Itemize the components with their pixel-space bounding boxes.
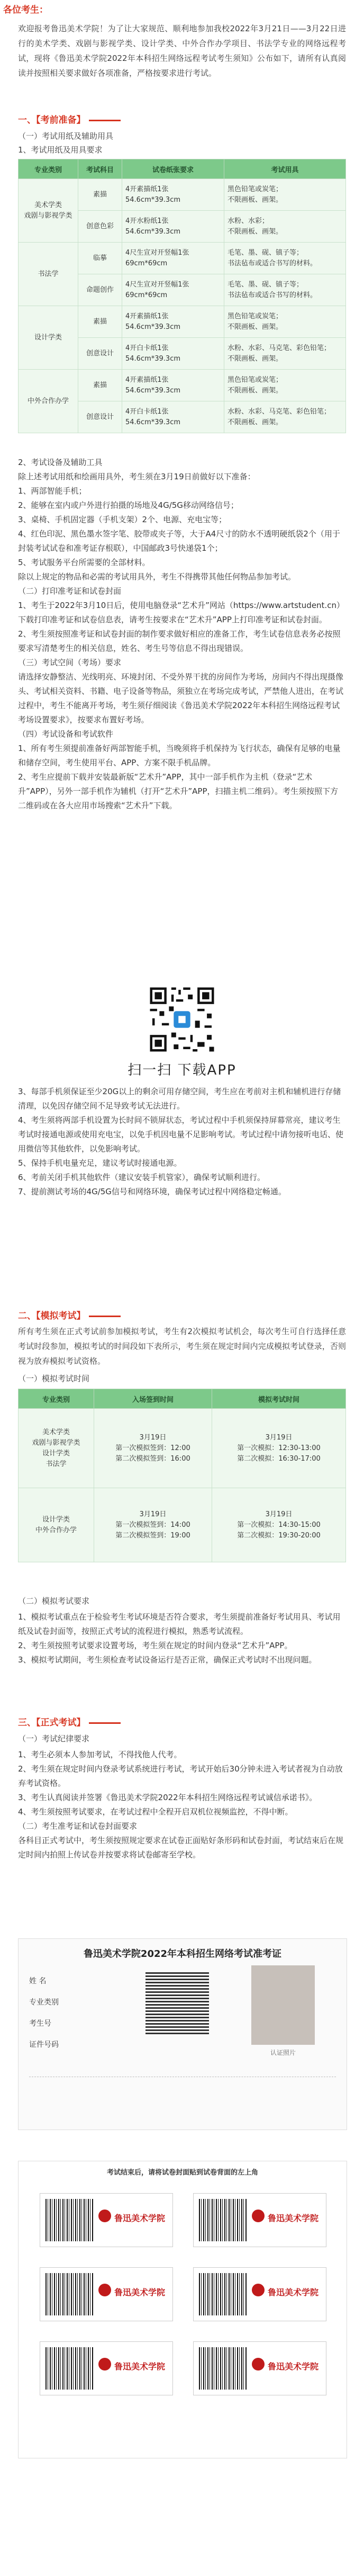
intro-paragraph: 欢迎报考鲁迅美术学院！为了让大家规范、顺利地参加我校2022年3月21日——3月22日进行的美术学类、戏剧与影视学类、设计学类、中外合作办学项目、书法学专业的网络远程考试，现将《鲁迅美术学院2022年本科招生网络远程考试考生须知》公布如下，请所有认真阅读并按照相关要求做好各项准备，严格按要求进行考试。 — [18, 24, 346, 78]
table-cell: 4开素描纸1张 54.6cm*39.3cm — [122, 306, 224, 338]
section-heading-prep: 一、【考前准备】 — [18, 112, 121, 126]
barcode-icon — [46, 2273, 93, 2315]
table-cell: 创意设计 — [78, 401, 122, 433]
materials-table — [18, 159, 346, 433]
table-cell: 创意色彩 — [78, 211, 122, 243]
table-cell: 水粉、水彩、马克笔、彩色铅笔； 不限画板、画架。 — [224, 401, 346, 433]
paragraph: 2、考生应提前下载并安装最新版“艺术升”APP，其中一部手机作为主机（登录“艺术升”APP），另外一部手机作为辅机（打开“艺术升”APP，扫描主机二维码）。考生须按照下方二维码或在各大应用市场搜索“艺术升”下载。 — [18, 772, 339, 810]
table-cell: 毛笔、墨、砚、镇子等； 书法毡布或适合书写的材料。 — [224, 243, 346, 274]
table-cell: 设计学类 — [19, 306, 78, 370]
table-row — [19, 243, 346, 274]
paragraph: （三）考试空间（考场）要求 — [18, 658, 122, 667]
table-header-row — [19, 1389, 346, 1409]
table-cell: 3月19日 第一次模拟签到：14:00 第二次模拟签到：19:00 — [94, 1488, 212, 1562]
table-cell: 中外合作办学 — [19, 370, 78, 433]
stub-header: 考试结束后，请将试卷封面贴到试卷背面的左上角 — [106, 2169, 258, 2177]
stub-school-name: 鲁迅美术学院 — [114, 2287, 166, 2297]
paragraph: 3、模拟考试期间，考生须检查考试设备运行是否正常，确保正式考试时不出现问题。 — [18, 1655, 317, 1665]
barcode-icon — [46, 2199, 93, 2241]
table-cell: 临摹 — [78, 243, 122, 274]
paragraph: 2、考生须按照准考证和试卷封面的制作要求做好相应的准备工作，考生试卷信息表务必按照要求写清楚考生的相关信息，姓名、考生号等信息不得出现错误。 — [18, 629, 341, 653]
barcode-icon — [199, 2273, 247, 2315]
paragraph: 7、提前测试考场的4G/5G信号和网络环境，确保考试过程中网络稳定畅通。 — [18, 1187, 286, 1196]
table-cell: 4开白卡纸1张 54.6cm*39.3cm — [122, 401, 224, 433]
paragraph: 5、保持手机电量充足，建议考试时接通电源。 — [18, 1158, 182, 1168]
paragraph: 4、考生须将两部手机设置为长时间不锁屏状态，考试过程中手机须保持屏幕常亮，建议考生考试时接通电源或使用充电宝，以免手机因电量不足影响考试。考试过程中请勿接听电话、使用微信等其他软件，以免影响考试。 — [18, 1115, 344, 1153]
paragraph: 各科目正式考试中，考生须按照规定要求在试卷正面贴好条形码和试卷封面，考试结束后在规定时间内拍照上传试卷并按要求将试卷邮寄至学校。 — [18, 1836, 344, 1859]
table-header: 考试科目 — [78, 159, 122, 179]
table-cell: 4开素描纸1张 54.6cm*39.3cm — [122, 370, 224, 401]
section-heading-mock: 二、【模拟考试】 — [18, 1308, 121, 1321]
paragraph: 除上述考试用纸和绘画用具外，考生须在3月19日前做好以下准备： — [18, 472, 256, 481]
paragraph: 2、考生须在规定时间内登录考试系统进行考试，考试开始后30分钟未进入考试者视为自动放弃考试资格。 — [18, 1764, 343, 1788]
paragraph: 1、两部智能手机； — [18, 486, 87, 496]
paper-stub — [40, 2193, 173, 2247]
mock-paragraphs — [18, 1610, 346, 1667]
table-cell: 4开水粉纸1张 54.6cm*39.3cm — [122, 211, 224, 243]
admission-ticket-sample — [18, 1938, 347, 2130]
table-cell: 3月19日 第一次模拟：12:30-13:00 第二次模拟：16:30-17:00 — [212, 1409, 346, 1488]
school-seal-icon — [98, 2284, 111, 2296]
greeting: 各位考生： — [3, 5, 48, 15]
barcode-icon — [199, 2199, 247, 2241]
table-cell: 4开白卡纸1张 54.6cm*39.3cm — [122, 338, 224, 370]
paragraph: 除以上规定的物品和必需的考试用具外，考生不得携带其他任何物品参加考试。 — [18, 572, 296, 582]
paragraph: 4、考生须按照考试要求，在考试过程中全程开启双机位视频监控，不得中断。 — [18, 1807, 293, 1817]
paragraph: （四）考试设备和考试软件 — [18, 729, 114, 739]
school-seal-icon — [98, 2210, 111, 2222]
table-header-row — [19, 159, 346, 179]
stub-school-name: 鲁迅美术学院 — [268, 2213, 319, 2223]
school-seal-icon — [252, 2210, 265, 2222]
mock-sub1: （一）模拟考试时间 — [18, 1374, 90, 1383]
table-row — [19, 306, 346, 338]
paragraph: 2、能够在室内或户外进行拍摄的场地及4G/5G移动网络信号； — [18, 500, 239, 510]
table-cell: 黑色铅笔或炭笔； 不限画板、画架。 — [224, 179, 346, 211]
table-header: 模拟考试时间 — [212, 1389, 346, 1409]
table-cell: 书法学 — [19, 243, 78, 306]
paragraph: 2、考试设备及辅助工具 — [18, 458, 103, 467]
paragraph: 1、考生于2022年3月10日后，使用电脑登录“艺术升”网站（https://www.artstudent.cn）下载打印准考证和试卷信息表，请考生按要求在“艺术升”APP上打印准考证和试卷封面。 — [18, 601, 344, 624]
formal-paragraphs — [18, 1748, 346, 1862]
table-header: 专业类别 — [19, 159, 78, 179]
ticket-field-label: 证件号码 — [29, 2041, 59, 2049]
paper-stub — [193, 2341, 326, 2395]
table-row — [19, 179, 346, 211]
paper-stub — [40, 2267, 173, 2321]
qr-code-icon — [148, 985, 216, 1054]
paper-stub — [40, 2341, 173, 2395]
table-cell: 4尺生宣对开竖幅1张 69cm*69cm — [122, 243, 224, 274]
table-cell: 命题创作 — [78, 274, 122, 306]
exam-paper-stub-sheet — [18, 2161, 347, 2458]
table-cell: 4开素描纸1张 54.6cm*39.3cm — [122, 179, 224, 211]
table-cell: 3月19日 第一次模拟：14:30-15:00 第二次模拟：19:30-20:00 — [212, 1488, 346, 1562]
table-cell: 素描 — [78, 306, 122, 338]
paragraph: 2、考生须按照考试要求设置考场，考生须在规定的时间内登录“艺术升”APP。 — [18, 1641, 293, 1650]
stub-school-name: 鲁迅美术学院 — [114, 2362, 166, 2372]
scan-download-label: 扫一扫 下载APP — [128, 1062, 236, 1078]
ticket-fields — [29, 1971, 135, 2055]
applicant-photo-placeholder — [251, 1965, 315, 2045]
table-row — [19, 1488, 346, 1562]
barcode-icon — [46, 2347, 93, 2390]
section-heading-formal: 三、【正式考试】 — [18, 1715, 121, 1728]
mock-sub2: （二）模拟考试要求 — [18, 1596, 90, 1606]
paragraph: 4、红色印泥、黑色墨水签字笔、胶带或夹子等，大于A4尺寸的防水不透明硬纸袋2个（用于封装考试试卷和准考证存根联），中国邮政3号快递袋1个； — [18, 529, 340, 553]
table-cell: 设计学类 中外合作办学 — [19, 1488, 94, 1562]
table-cell: 水粉、水彩； 不限画板、画架。 — [224, 211, 346, 243]
table-cell: 素描 — [78, 370, 122, 401]
school-seal-icon — [252, 2358, 265, 2371]
ticket-qr-icon — [145, 1971, 209, 2034]
table-header: 专业类别 — [19, 1389, 94, 1409]
paper-stub — [193, 2267, 326, 2321]
table-header: 考试用具 — [224, 159, 346, 179]
table-row — [19, 370, 346, 401]
table-cell: 3月19日 第一次模拟签到：12:00 第二次模拟签到：16:00 — [94, 1409, 212, 1488]
table-cell: 水粉、水彩、马克笔、彩色铅笔； 不限画板、画架。 — [224, 338, 346, 370]
paper-stub — [193, 2193, 326, 2247]
paragraph: 3、考生认真阅读并签署《鲁迅美术学院2022年本科招生网络远程考试诚信承诺书》。 — [18, 1793, 317, 1802]
formal-sub1: （一）考试纪律要求 — [18, 1734, 90, 1743]
table-cell: 创意设计 — [78, 338, 122, 370]
table-cell: 美术学类 戏剧与影视学类 设计学类 书法学 — [19, 1409, 94, 1488]
paragraph: 1、考生必须本人参加考试，不得找他人代考。 — [18, 1750, 182, 1759]
paragraph: 5、考试服务平台所需要的全部材料。 — [18, 558, 150, 567]
table-row — [19, 1409, 346, 1488]
table-cell: 素描 — [78, 179, 122, 211]
school-seal-icon — [252, 2284, 265, 2296]
prep-sub1: （一）考试用纸及辅助用具 — [18, 131, 114, 141]
table-cell: 黑色铅笔或炭笔； 不限画板、画架。 — [224, 370, 346, 401]
ticket-field-label: 专业类别 — [29, 1998, 59, 2007]
stub-school-name: 鲁迅美术学院 — [268, 2287, 319, 2297]
paragraph: 1、所有考生须提前准备好两部智能手机，当晚须将手机保持为飞行状态，确保有足够的电量和储存空间，考生使用平台、APP、方案不限手机品牌。 — [18, 744, 341, 767]
ticket-title: 鲁迅美术学院2022年本科招生网络考试准考证 — [83, 1948, 282, 1960]
paragraph: 3、每部手机须保证至少20G以上的剩余可用存储空间，考生应在考前对主机和辅机进行存储清理，以免因存储空间不足导致考试无法进行。 — [18, 1087, 341, 1111]
paragraph: （二）考生准考证和试卷封面要求 — [18, 1821, 138, 1831]
stub-school-name: 鲁迅美术学院 — [268, 2362, 319, 2372]
table-cell: 美术学类 戏剧与影视学类 — [19, 179, 78, 243]
table-header: 试卷纸张要求 — [122, 159, 224, 179]
ticket-field-label: 考生号 — [29, 2019, 51, 2028]
paragraph: （二）打印准考证和试卷封面 — [18, 586, 122, 596]
table-cell: 黑色铅笔或炭笔； 不限画板、画架。 — [224, 306, 346, 338]
paragraph: 请选择安静整洁、光线明亮、环境封闭、不受外界干扰的房间作为考场，房间内不得出现摄像头、考试相关资料、书籍、电子设备等物品，须独立在考场完成考试，严禁他人进出，在考试过程中，考生不能离开考场，考生须仔细阅读《鲁迅美术学院2022年本科招生网络远程考试考场设置要求》，按要求布置好考场。 — [18, 672, 344, 724]
paragraph: 6、考前关闭手机其他软件（建议安装手机管家），确保考试顺利进行。 — [18, 1173, 266, 1182]
app-download-qr-code[interactable] — [148, 985, 216, 1054]
barcode-icon — [199, 2347, 247, 2390]
prep-sub1a: 1、考试用纸及用具要求 — [18, 145, 103, 155]
table-header: 入场签到时间 — [94, 1389, 212, 1409]
table-cell: 4尺生宣对开竖幅1张 69cm*69cm — [122, 274, 224, 306]
prep-paragraphs-2 — [18, 1085, 346, 1199]
paragraph: 1、模拟考试重点在于检验考生考试环境是否符合要求，考生须提前准备好考试用具、考试用纸及试卷封面等，按照正式考试的流程进行模拟，熟悉考试流程。 — [18, 1612, 341, 1636]
paragraph: 3、桌椅、手机固定器（手机支架）2个、电源、充电宝等； — [18, 515, 227, 524]
ticket-field-label: 姓 名 — [29, 1977, 47, 1985]
mock-schedule-table — [18, 1389, 346, 1562]
prep-paragraphs — [18, 455, 346, 813]
ticket-divider — [29, 2077, 336, 2109]
table-cell: 毛笔、墨、砚、镇子等； 书法毡布或适合书写的材料。 — [224, 274, 346, 306]
stub-school-name: 鲁迅美术学院 — [114, 2213, 166, 2223]
mock-intro: 所有考生须在正式考试前参加模拟考试，考生有2次模拟考试机会，每次考生可自行选择任意考试时段参加，模拟考试的时间段如下表所示，考生须在规定时间内完成模拟考试登录，否则视为放弃模拟考试资格。 — [18, 1327, 346, 1366]
photo-label: 认证照片 — [270, 2049, 296, 2056]
school-seal-icon — [98, 2358, 111, 2371]
